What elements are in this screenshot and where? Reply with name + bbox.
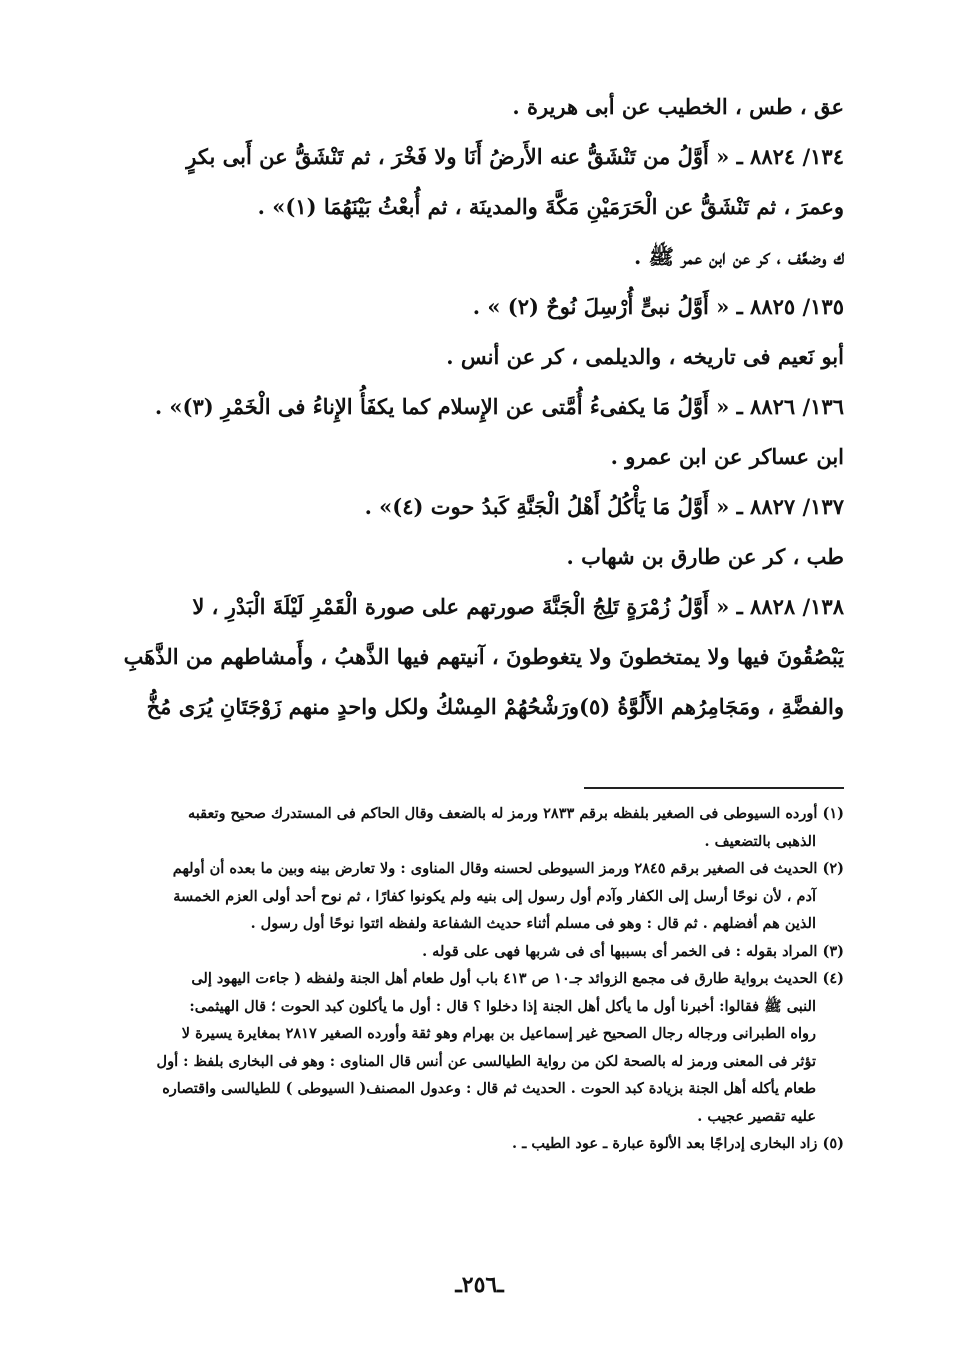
- footnote-4-cont: النبى ﷺ فقالوا: أخبرنا أول ما يأكل أهل الجنة إذا دخلوا ؟ قال : أول ما يأكلون كبد الحوت ؛ قال الهيثمى:: [189, 997, 816, 1015]
- main-line-source: طب ، كر عن طارق بن شهاب .: [566, 544, 844, 569]
- main-line-hadith-8825: ١٣٥/ ٨٨٢٥ ـ « أَوَّلُ نبىٍّ أُرْسِلَ نُوحٌ (٢) » .: [472, 294, 844, 319]
- footnote-2-cont: آدم ، لأن نوحًا أرسل إلى الكفار وآدم أول رسول إلى بنيه ولم يكونوا كفارًا ، ثم نوح أحد أولى العزم الخمسة: [173, 887, 816, 905]
- main-text: [100, 82, 844, 732]
- footnote-3: (٣) المراد بقوله : فى الخمر أى بسببها أى فى شربها فهى على قوله .: [422, 942, 844, 960]
- main-line-hadith-8824-cont: وعمرَ ، ثم تَنْشَقُّ عن الْحَرَمَيْنِ مَكَّةَ والمدينَة ، ثم أُبعْثُ بَيْنَهُمَا (١)» .: [257, 194, 844, 219]
- footnote-1-cont: الذهبى بالتضعيف .: [704, 832, 816, 850]
- footnotes: [95, 800, 844, 1158]
- main-line-hadith-8824: ١٣٤/ ٨٨٢٤ ـ « أَوَّلُ من تَنْشَقُّ عنه الأَرضُ أَنَا ولا فَخْرَ ، ثم تَنْشَقُّ عن أَبى بكرٍ: [186, 144, 844, 169]
- main-line-source: ك وضعَّف ، كر عن ابن عمر ﷺ .: [634, 244, 844, 269]
- footnote-2: (٢) الحديث فى الصغير برقم ٢٨٤٥ ورمز السيوطى لحسنه وقال المناوى : ولا تعارض بينه وبين ما بعده أن أولهم: [172, 860, 844, 877]
- main-line-source: أبو نَعيم فى تاريخه ، والديلمى ، كر عن أنس .: [446, 344, 844, 369]
- footnote-4-cont: عليه تقصير عجيب .: [697, 1107, 816, 1125]
- footnote-divider: [584, 787, 844, 789]
- footnote-1: (١) أورده السيوطى فى الصغير بلفظه برقم ٢٨٣٣ ورمز له بالضعف وقال الحاكم فى المستدرك صحيح وتعقبه: [187, 805, 844, 822]
- footnote-2-cont: الذين هم أفضلهم . ثم قال : وهو فى مسلم أثناء حديث الشفاعة ولفظه ائتوا نوحًا أول رسول .: [250, 915, 816, 932]
- footnote-5: (٥) زاد البخارى إدراجًا بعد الألوة عبارة ـ عود الطيب ـ .: [512, 1135, 844, 1152]
- main-line-hadith-8827: ١٣٧/ ٨٨٢٧ ـ « أَوَّلُ مَا يَأْكُلُ أَهْلُ الْجَنَّةِ كَبدُ حوت (٤)» .: [364, 494, 844, 519]
- page-number: ـ٢٥٦ـ: [455, 1272, 504, 1298]
- footnote-4-cont: رواه الطبرانى ورجاله رجال الصحيح غير إسماعيل بن بهرام وهو ثقة وأورده الصغير ٢٨١٧ بمغايرة يسيرة لا: [181, 1025, 816, 1042]
- main-line-hadith-8828-cont: والفضَّةِ ، ومَجَامِرُهم الأَلُوَّةُ (٥)ورَشْحُهُمْ المِسْكُ ولكل واحدٍ منهم زَوْجَتَانِ يُرَى مُخُّ: [146, 694, 844, 719]
- footnote-4-cont: تؤثر فى المعنى ورمز له بالصحة لكن من رواية الطيالسى عن أنس قال المناوى : وهو فى البخارى بلفظ : أول: [156, 1052, 816, 1070]
- footnote-4-cont: طعام يأكله أهل الجنة بزيادة كبد الحوت . الحديث ثم قال : وعدول المصنف( السيوطى ) للطيالسى واقتصاره: [162, 1080, 816, 1097]
- main-line-hadith-8828-cont: يَبْصُقُونَ فيها ولا يمتخطونَ ولا يتغوطونَ ، آنيتهم فيها الذَّهبُ ، وأَمشاطهم من الذَّهَبِ: [123, 644, 844, 669]
- main-line-source: عق ، طس ، الخطيب عن أبى هريرة .: [512, 94, 844, 119]
- main-line-source: ابن عساكر عن ابن عمرو .: [610, 444, 844, 469]
- main-line-hadith-8826: ١٣٦/ ٨٨٢٦ ـ « أَوَّلُ مَا يكفىءُ أُمَّتى عن الإِسلام كما يكفَأُ الإِناءُ فى الْخَمْرِ (٣)» .: [154, 394, 844, 419]
- main-line-hadith-8828: ١٣٨/ ٨٨٢٨ ـ « أَوَّلُ زُمْرَةٍ تَلِجُ الْجَنَّةَ صورتهم على صورة الْقَمْرِ لَيْلَةَ الْبَدْرِ ، لا: [192, 594, 844, 619]
- footnote-4: (٤) الحديث برواية طارق فى مجمع الزوائد جـ١٠ ص ٤١٣ باب أول طعام أهل الجنة ولفظه ( جاءت اليهود إلى: [191, 970, 844, 987]
